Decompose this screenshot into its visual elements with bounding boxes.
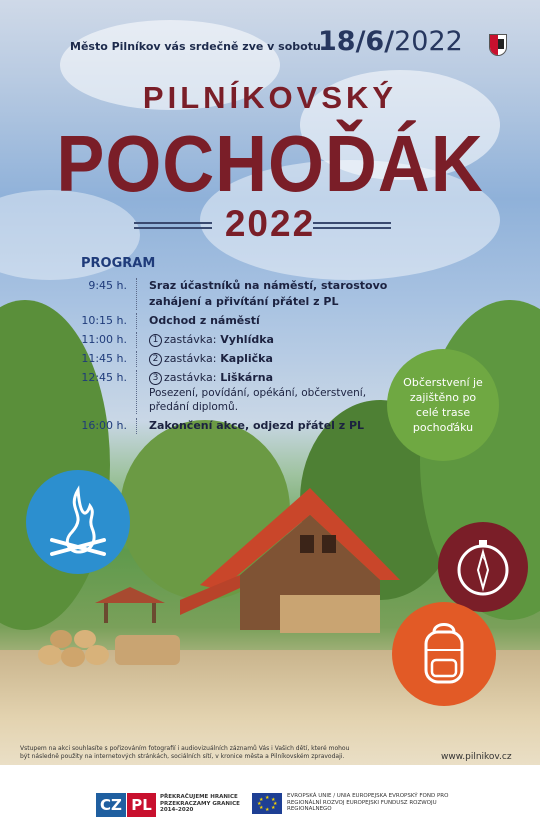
campfire-icon: [26, 470, 130, 574]
stop-label: zastávka:: [164, 352, 217, 365]
program-time: 16:00 h.: [77, 418, 137, 434]
program-item: [77, 351, 397, 367]
program-time: 11:45 h.: [77, 351, 137, 367]
event-date-day-month: 18/6/: [318, 26, 395, 57]
program-time: 12:45 h.: [77, 370, 137, 414]
program-heading: PROGRAM: [81, 256, 156, 271]
title-year: 2022: [224, 203, 316, 244]
svg-text:N: N: [480, 554, 486, 562]
stop-number: 1: [149, 334, 162, 347]
invitation-text: Město Pilníkov vás srdečně zve v sobotu: [70, 40, 321, 53]
title-line1: PILNÍKOVSKÝ: [142, 80, 398, 115]
program-stop: [137, 351, 397, 367]
program-item: [77, 332, 397, 348]
campfire-badge: [26, 470, 130, 574]
program-time: 9:45 h.: [77, 278, 137, 310]
program-text: Sraz účastníků na náměstí, starostovo zahájení a přivítání přátel z PL: [149, 279, 388, 308]
refreshment-text: Občerstvení je zajištěno po celé trase pochoďáku: [403, 376, 483, 434]
czpl-logo-cz: CZ: [96, 793, 126, 817]
czpl-logo-pl: PL: [127, 793, 156, 817]
website-link[interactable]: www.pilnikov.cz: [441, 752, 512, 762]
cabin-illustration: [180, 480, 410, 650]
program-stop: [137, 332, 397, 348]
event-date-year: 2022: [394, 26, 463, 57]
program-item: [77, 313, 397, 329]
compass-badge: [438, 522, 528, 612]
program-text: Zakončení akce, odjezd přátel z PL: [149, 419, 365, 432]
compass-icon: [438, 522, 528, 612]
stop-label: zastávka:: [164, 333, 217, 346]
program-time: 10:15 h.: [77, 313, 137, 329]
program-stop: [137, 370, 397, 414]
town-crest-icon: [489, 34, 507, 56]
czpl-logo: [96, 793, 156, 817]
stop-description: Posezení, povídání, opékání, občerstvení, předání diplomů.: [149, 387, 367, 413]
woodpile-illustration: [35, 615, 185, 675]
stop-number: 2: [149, 353, 162, 366]
program-time: 11:00 h.: [77, 332, 137, 348]
backpack-badge: [392, 602, 496, 706]
program-list: [77, 278, 397, 437]
program-item: [77, 418, 397, 434]
stop-number: 3: [149, 372, 162, 385]
title-line2: POCHOĎÁK: [56, 119, 484, 208]
event-date: [318, 26, 463, 57]
stop-name: Vyhlídka: [220, 333, 274, 346]
stop-name: Kaplička: [220, 352, 273, 365]
photo-consent-notice: Vstupem na akci souhlasíte s pořizováním fotografií i audiovizuálních záznamů Vás i Vašich dětí, které mohou být následně použity na internetových stránkách, sociálních sítí, v kronice města a Pilníkovském zpravodaji.: [20, 745, 350, 760]
backpack-icon: [392, 602, 496, 706]
stop-name: Liškárna: [220, 371, 274, 384]
program-item: [77, 278, 397, 310]
czpl-program-text: PŘEKRAČUJEME HRANICE PRZEKRACZAMY GRANICE 2014–2020: [160, 794, 240, 813]
refreshment-badge: [387, 349, 499, 461]
eu-flag-icon: ★ ★ ★ ★ ★ ★ ★ ★: [252, 793, 282, 814]
program-text: Odchod z náměstí: [149, 314, 260, 327]
eu-fund-text: EVROPSKÁ UNIE / UNIA EUROPEJSKA EVROPSKÝ FOND PRO REGIONÁLNÍ ROZVOJ EUROPEJSKI FUNDUSZ ROZWOJU REGIONALNEGO: [287, 793, 449, 812]
program-item: [77, 370, 397, 414]
stop-label: zastávka:: [164, 371, 217, 384]
